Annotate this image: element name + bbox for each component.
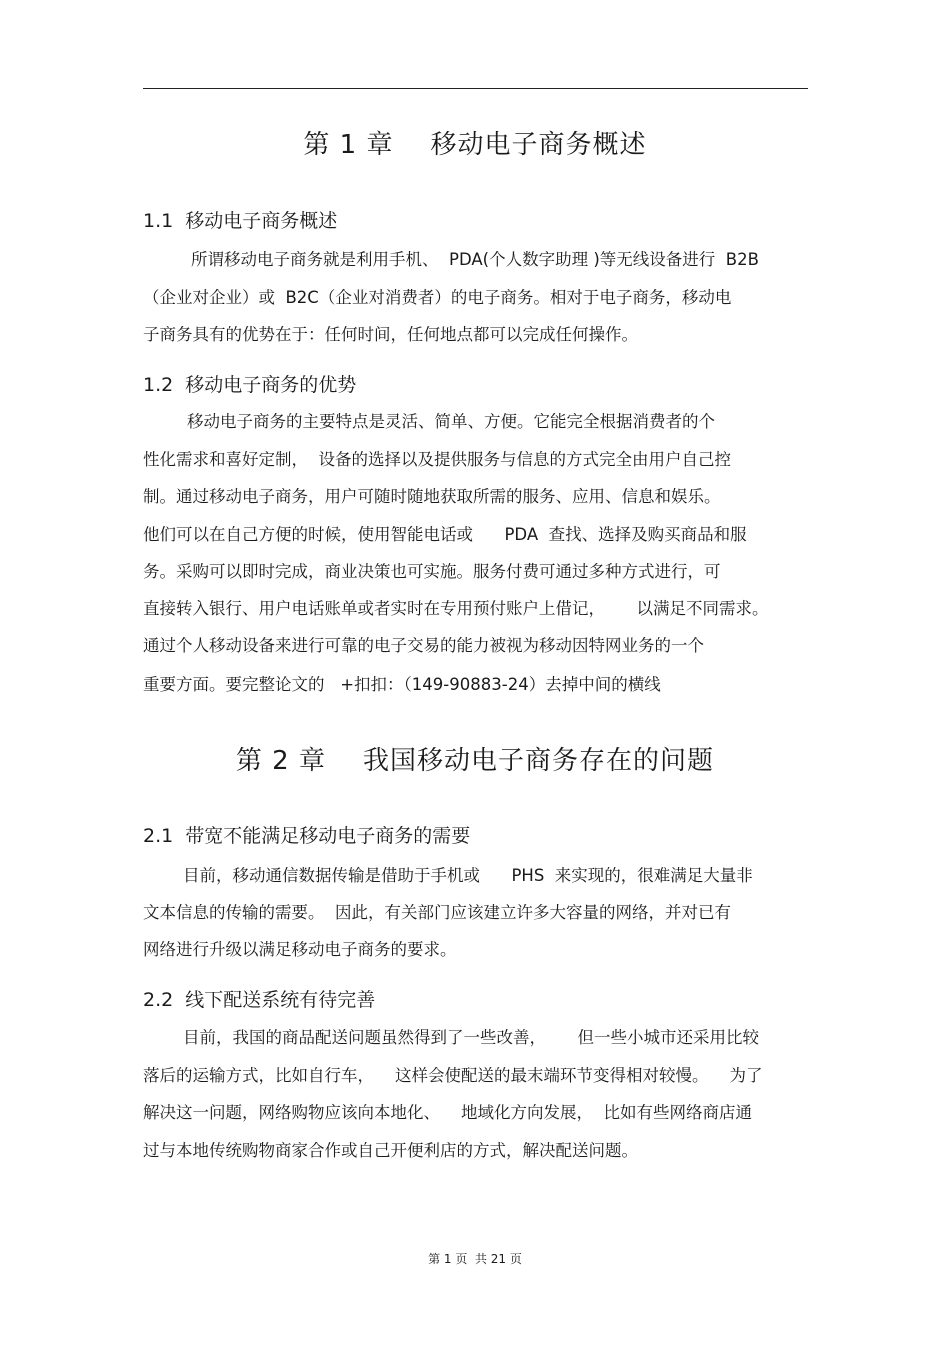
paragraph-line: 网络进行升级以满足移动电子商务的要求。 xyxy=(143,940,457,959)
paragraph-line: 文本信息的传输的需要。 因此，有关部门应该建立许多大容量的网络，并对已有 xyxy=(143,903,731,922)
paragraph-line: 子商务具有的优势在于：任何时间，任何地点都可以完成任何操作。 xyxy=(143,325,638,344)
paragraph-line: 所谓移动电子商务就是利用手机、 PDA(个人数字助理 )等无线设备进行 B2B xyxy=(191,250,759,269)
section-2-1-title: 2.1 带宽不能满足移动电子商务的需要 xyxy=(143,825,471,847)
paragraph-line: 过与本地传统购物商家合作或自己开便利店的方式，解决配送问题。 xyxy=(143,1141,638,1160)
paragraph-line: （企业对企业）或 B2C（企业对消费者）的电子商务。相对于电子商务，移动电 xyxy=(143,288,732,307)
page-footer: 第 1 页 共 21 页 xyxy=(428,1252,522,1266)
paragraph-line: 他们可以在自己方便的时候，使用智能电话或 PDA 查找、选择及购买商品和服 xyxy=(143,525,747,544)
paragraph-line: 目前，移动通信数据传输是借助于手机或 PHS 来实现的，很难满足大量非 xyxy=(183,866,753,885)
paragraph-line: 移动电子商务的主要特点是灵活、简单、方便。它能完全根据消费者的个 xyxy=(187,412,715,431)
section-1-2-title: 1.2 移动电子商务的优势 xyxy=(143,374,357,396)
paragraph-line: 重要方面。要完整论文的 +扣扣：（149-90883-24）去掉中间的横线 xyxy=(143,675,661,694)
chapter-2-title: 第 2 章 我国移动电子商务存在的问题 xyxy=(235,746,715,776)
section-2-2-title: 2.2 线下配送系统有待完善 xyxy=(143,989,376,1011)
paragraph-line: 务。采购可以即时完成，商业决策也可实施。服务付费可通过多种方式进行，可 xyxy=(143,562,721,581)
header-rule xyxy=(143,88,808,89)
paragraph-line: 目前，我国的商品配送问题虽然得到了一些改善， 但一些小城市还采用比较 xyxy=(183,1028,759,1047)
paragraph-line: 直接转入银行、用户电话账单或者实时在专用预付账户上借记， 以满足不同需求。 xyxy=(143,599,769,618)
paragraph-line: 落后的运输方式，比如自行车， 这样会使配送的最末端环节变得相对较慢。 为了 xyxy=(143,1066,763,1085)
section-1-1-title: 1.1 移动电子商务概述 xyxy=(143,210,338,232)
paragraph-line: 解决这一问题，网络购物应该向本地化、 地域化方向发展， 比如有些网络商店通 xyxy=(143,1103,752,1122)
paragraph-line: 性化需求和喜好定制， 设备的选择以及提供服务与信息的方式完全由用户自己控 xyxy=(143,450,731,469)
paragraph-line: 制。通过移动电子商务，用户可随时随地获取所需的服务、应用、信息和娱乐。 xyxy=(143,487,721,506)
paragraph-line: 通过个人移动设备来进行可靠的电子交易的能力被视为移动因特网业务的一个 xyxy=(143,636,704,655)
chapter-1-title: 第 1 章 移动电子商务概述 xyxy=(303,130,647,160)
